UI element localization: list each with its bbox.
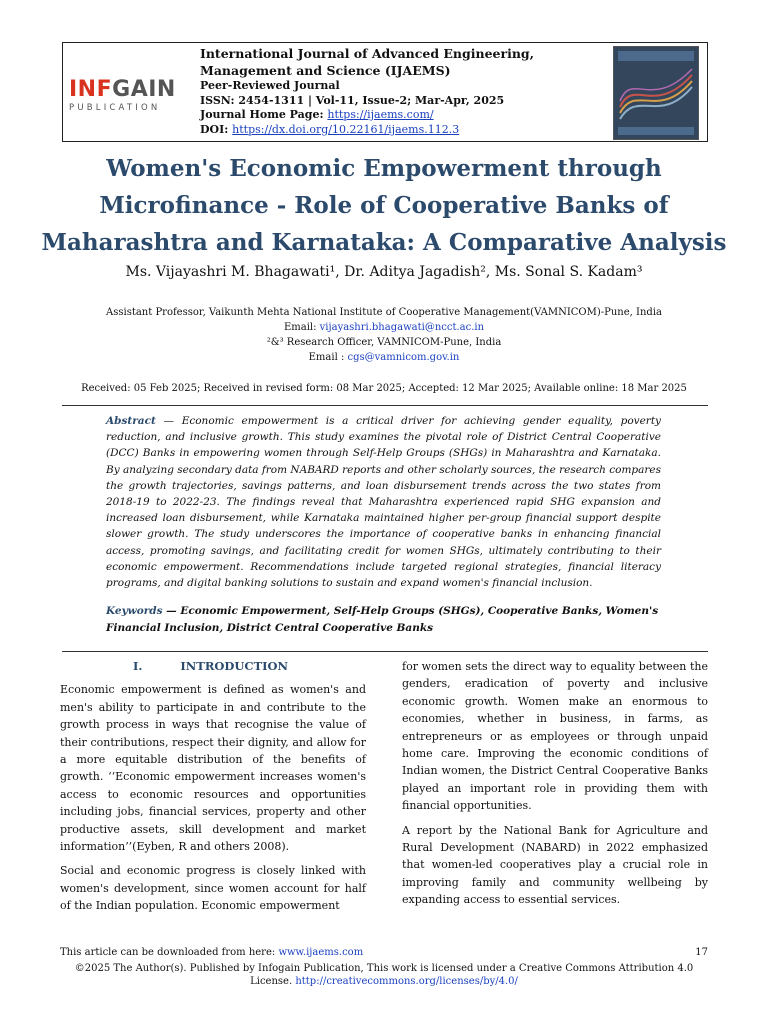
publisher-logo [69, 79, 189, 113]
homepage-link[interactable]: https://ijaems.com/ [327, 108, 434, 121]
license-line [60, 962, 708, 988]
affiliations [40, 305, 728, 365]
abstract-text: Economic empowerment is a critical driver for achieving gender equality, poverty reduction, and inclusive growth. This study examines the pivotal role of District Central Cooperative (DCC) Banks in empowering women through Self-Help Groups (SHGs) in Maharashtra and Karnataka. By analyzing secondary data from NABARD reports and other scholarly sources, the research compares the growth trajectories, savings patterns, and loan disbursement trends across the two states from 2018-19 to 2022-23. The findings reveal that Maharashtra experienced rapid SHG expansion and increased loan disbursement, while Karnataka maintained higher per-group financial support despite slower growth. The study underscores the importance of cooperative banks in enhancing financial access, promoting savings, and facilitating credit for women SHGs, ultimately contributing to their economic empowerment. Recommendations include targeted regional strategies, financial literacy programs, and digital banking solutions to sustain and expand women's financial inclusion. [106, 415, 662, 590]
keywords [106, 603, 661, 637]
logo-text-inf: INF [69, 77, 113, 102]
section-number: I. [133, 659, 143, 673]
paper-title: Women's Economic Empowerment through Microfinance - Role of Cooperative Banks of Maharashtra and Karnataka: A Comparative Analysis [41, 155, 727, 256]
keywords-label: Keywords [106, 605, 163, 617]
author-list: Ms. Vijayashri M. Bhagawati¹, Dr. Aditya Jagadish², Ms. Sonal S. Kadam³ [125, 264, 643, 280]
email-1-link[interactable]: vijayashri.bhagawati@ncct.ac.in [319, 322, 485, 333]
license-text: ©2025 The Author(s). Published by Infogain Publication, This work is licensed under a Creative Commons Attribution 4.0 License. [74, 963, 694, 987]
email-2-line [40, 350, 728, 365]
column-right [402, 658, 708, 916]
email-1-label: Email: [283, 322, 317, 333]
intro-paragraph-4: A report by the National Bank for Agriculture and Rural Development (NABARD) in 2022 emphasized that women-led cooperatives play a crucial role in improving family and community wellbeing by expanding access to essential services. [402, 823, 708, 907]
download-line [60, 946, 363, 959]
intro-paragraph-1: Economic empowerment is defined as women's and men's ability to participate in and contribute to the growth process in ways that recognise the value of their contributions, respect their dignity, and allow for a more equitable distribution of the benefits of growth. ‘‘Economic empowerment increases women's access to economic resources and opportunities including jobs, financial services, property and other productive assets, skill development and market information’’(Eyben, R and others 2008). [60, 683, 366, 854]
section-heading [60, 658, 366, 675]
abstract-label: Abstract [106, 415, 156, 427]
cover-art-icon [614, 47, 698, 139]
email-2-link[interactable]: cgs@vamnicom.gov.in [347, 352, 460, 363]
abstract-dash: — [163, 415, 175, 427]
license-link[interactable]: http://creativecommons.org/licenses/by/4.0/ [295, 976, 518, 987]
journal-header [62, 42, 708, 142]
homepage-line [200, 108, 610, 123]
doi-line [200, 123, 610, 138]
keywords-text: Economic Empowerment, Self-Help Groups (SHGs), Cooperative Banks, Women's Financial Inclusion, District Central Cooperative Banks [106, 605, 659, 634]
journal-cover-image [613, 46, 699, 140]
issn-line: ISSN: 2454-1311 | Vol-11, Issue-2; Mar-Apr, 2025 [200, 93, 505, 107]
peer-reviewed-label: Peer-Reviewed Journal [200, 79, 340, 92]
logo-text-gain: GAIN [112, 77, 176, 102]
divider-top [62, 405, 708, 406]
doi-link[interactable]: https://dx.doi.org/10.22161/ijaems.112.3 [232, 122, 460, 136]
homepage-label: Journal Home Page: [200, 108, 324, 121]
divider-bottom [62, 651, 708, 652]
affiliation-1: Assistant Professor, Vaikunth Mehta National Institute of Cooperative Management(VAMNICOM)-Pune, India [106, 307, 662, 318]
abstract [106, 413, 661, 591]
download-link[interactable]: www.ijaems.com [278, 947, 364, 958]
journal-info [200, 45, 610, 137]
publication-dates: Received: 05 Feb 2025; Received in revised form: 08 Mar 2025; Accepted: 12 Mar 2025; Available online: 18 Mar 2025 [81, 383, 687, 394]
section-title: INTRODUCTION [180, 659, 289, 673]
email-1-line [40, 320, 728, 335]
intro-paragraph-3: for women sets the direct way to equality between the genders, eradication of poverty and inclusive economic growth. Women make an enormous to economies, whether in business, in farms, as entrepreneurs or as employees or through unpaid home care. Improving the economic conditions of Indian women, the District Central Cooperative Banks played an important role in providing them with financial opportunities. [402, 660, 708, 813]
column-left [60, 658, 366, 922]
page-number: 17 [695, 947, 708, 958]
keywords-dash: — [166, 605, 177, 617]
doi-label: DOI: [200, 122, 229, 136]
intro-paragraph-2: Social and economic progress is closely linked with women's development, since women account for half of the Indian population. Economic empowerment [60, 864, 366, 913]
download-text: This article can be downloaded from here: [60, 947, 276, 958]
page-footer [60, 946, 708, 988]
email-2-label: Email : [308, 352, 345, 363]
logo-subtitle: PUBLICATION [69, 103, 161, 113]
affiliation-2: ²&³ Research Officer, VAMNICOM-Pune, India [266, 337, 502, 348]
journal-title: International Journal of Advanced Engineering, Management and Science (IJAEMS) [200, 46, 535, 78]
